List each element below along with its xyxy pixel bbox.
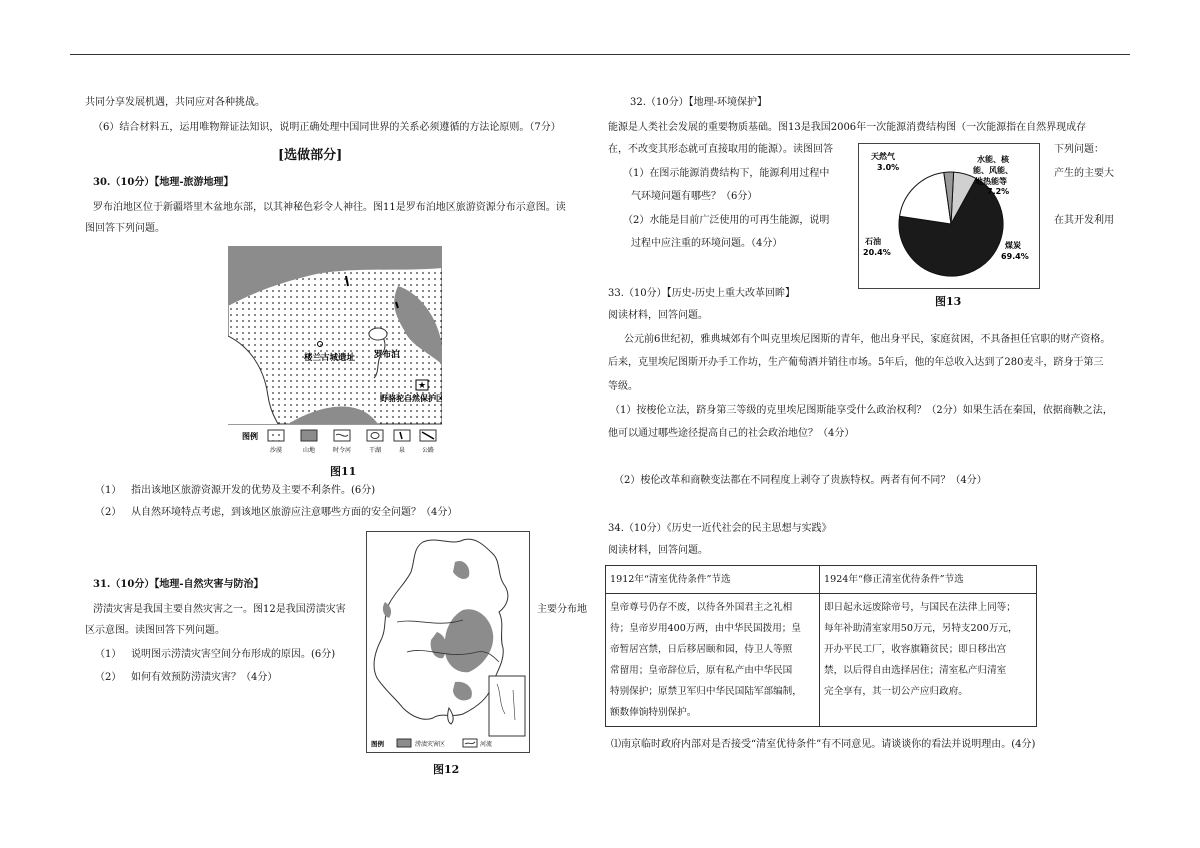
legend-item: 泉 bbox=[398, 447, 406, 454]
table-row bbox=[606, 594, 1037, 727]
q33-sub1: （1）按梭伦立法，跻身第三等级的克里埃尼图斯能享受什么政治权利？（2分）如果生活在秦国，依据商鞅之法， bbox=[610, 405, 1113, 416]
q33-read: 阅读材料，回答问题。 bbox=[608, 310, 708, 321]
pie-label-hydro: 水能、核 bbox=[977, 155, 1009, 164]
table-header: 1912年“清室优待条件”节选 bbox=[606, 566, 820, 594]
cell-line: 禁，以后得自由选择居住；清室私产归清室 bbox=[824, 665, 1007, 676]
q31-sub2-num: （2） bbox=[95, 672, 122, 683]
q32-s1c: 气环境问题有哪些？（6分） bbox=[631, 191, 758, 202]
table-cell bbox=[606, 594, 820, 727]
q34-sub1: ⑴南京临时政府内部对是否接受“清室优待条件”有不同意见。请谈谈你的看法并说明理由。(4分) bbox=[611, 739, 1036, 750]
q32-s1a: （1）在图示能源消费结构下，能源利用过程中 bbox=[623, 168, 830, 179]
label-reserve: 野骆驼自然保护区 bbox=[380, 394, 442, 403]
q30-intro: 罗布泊地区位于新疆塔里木盆地东部，以其神秘色彩令人神往。图11是罗布泊地区旅游资源分布示意图。读 bbox=[93, 202, 566, 213]
fig12-legend-river: 河流 bbox=[480, 741, 493, 748]
top-rule bbox=[70, 54, 1130, 55]
q31-sub1-num: （1） bbox=[95, 649, 122, 660]
table-header: 1924年“修正清室优待条件”节选 bbox=[820, 566, 1037, 594]
cell-line: 额数俸饷特别保护。 bbox=[610, 707, 697, 718]
q32-p2a: 在，不改变其形态就可直接取用的能源）。读图回答 bbox=[608, 144, 833, 155]
pie-label-oil: 石油 bbox=[865, 237, 881, 246]
q30-sub1: 指出该地区旅游资源开发的优势及主要不利条件。(6分) bbox=[131, 485, 376, 496]
q30-intro: 图回答下列问题。 bbox=[85, 223, 165, 234]
pie-label-coal: 煤炭 bbox=[1005, 241, 1021, 250]
pie-value-hydro: 7.2% bbox=[987, 187, 1010, 196]
cell-line: 帝暂居宫禁，日后移居颐和园，侍卫人等照 bbox=[610, 644, 793, 655]
q30-sub1-num: （1） bbox=[95, 485, 122, 496]
q31-intro: 主要分布地 bbox=[537, 604, 587, 615]
fig12-legend-flood: 涝渍灾害区 bbox=[415, 741, 446, 748]
cell-line: 开办平民工厂，收容旗籍贫民；即日移出宫 bbox=[824, 644, 1007, 655]
q32-s2a: （2）水能是目前广泛使用的可再生能源，说明 bbox=[623, 215, 830, 226]
pie-label-hydro: 地热能等 bbox=[975, 177, 1007, 186]
q32-p2b: 下列问题： bbox=[1054, 144, 1104, 155]
pie-value-oil: 20.4% bbox=[863, 248, 891, 257]
fig12-legend-title: 图例 bbox=[371, 740, 384, 748]
cell-line: 每年补助清室家用50万元，另特支200万元， bbox=[824, 623, 1018, 634]
legend-item: 干湖 bbox=[368, 447, 382, 454]
cell-line: 特别保护；原禁卫军归中华民国陆军部编制， bbox=[610, 686, 802, 697]
q32-s1b: 产生的主要大 bbox=[1054, 168, 1114, 179]
q32-s2b: 在其开发利用 bbox=[1054, 215, 1114, 226]
q31-intro: 涝渍灾害是我国主要自然灾害之一。图12是我国涝渍灾害 bbox=[93, 604, 346, 615]
comparison-table bbox=[605, 565, 1037, 727]
pie-value-gas: 3.0% bbox=[877, 163, 900, 172]
q33-material: 等级。 bbox=[608, 381, 638, 392]
q34-head: 34.（10分）《历史一近代社会的民主思想与实践》 bbox=[608, 523, 832, 534]
q31-sub2: 如何有效预防涝渍灾害？（4分） bbox=[131, 672, 278, 683]
legend-item: 公路 bbox=[421, 447, 435, 454]
pie-label-gas: 天然气 bbox=[871, 152, 895, 161]
cell-line: 即日起永远废除帝号，与国民在法律上同等； bbox=[824, 602, 1016, 613]
q34-read: 阅读材料，回答问题。 bbox=[608, 545, 708, 556]
china-flood-map bbox=[367, 532, 529, 752]
q32-head: 32.（10分）【地理-环境保护】 bbox=[630, 97, 768, 108]
text-line: （6）结合材料五，运用唯物辩证法知识，说明正确处理中国同世界的关系必须遵循的方法论原则。（7分） bbox=[93, 122, 561, 133]
text-line: 共同分享发展机遇，共同应对各种挑战。 bbox=[85, 97, 265, 108]
legend-title: 图例 bbox=[242, 431, 258, 441]
lop-nur-map bbox=[228, 246, 442, 458]
section-title: [选做部分] bbox=[278, 148, 343, 163]
q32-p1: 能源是人类社会发展的重要物质基础。图13是我国2006年一次能源消费结构图（一次能源指在自然界现成存 bbox=[608, 122, 1087, 133]
svg-text:★: ★ bbox=[417, 381, 427, 391]
figure-13-pie bbox=[858, 143, 1040, 289]
q30-sub2-num: （2） bbox=[95, 507, 122, 518]
q33-sub2: （2）梭伦改革和商鞅变法都在不同程度上剥夺了贵族特权。两者有何不同？（4分） bbox=[614, 475, 987, 486]
figure-11-caption: 图11 bbox=[330, 465, 357, 478]
cell-line: 常留用；皇帝辞位后，原有私产由中华民国 bbox=[610, 665, 793, 676]
legend-item: 沙漠 bbox=[269, 447, 283, 454]
cell-line: 皇帝尊号仍存不废，以待各外国君主之礼相 bbox=[610, 602, 793, 613]
q30-head: 30.（10分）【地理-旅游地理】 bbox=[93, 177, 234, 188]
label-lop-nur: 罗布泊 bbox=[374, 350, 400, 360]
table-row bbox=[606, 566, 1037, 594]
legend-item: 山地 bbox=[302, 447, 316, 454]
q32-s2c: 过程中应注重的环境问题。（4分） bbox=[631, 238, 783, 249]
q31-intro: 区示意图。读图回答下列问题。 bbox=[85, 625, 225, 636]
q33-sub1: 他可以通过哪些途径提高自己的社会政治地位？（4分） bbox=[608, 428, 855, 439]
energy-pie-chart bbox=[859, 144, 1039, 288]
figure-12-map bbox=[366, 531, 530, 753]
q31-head: 31.（10分）【地理-自然灾害与防治】 bbox=[93, 579, 264, 590]
q33-material: 后来，克里埃尼图斯开办手工作坊，生产葡萄酒并销往市场。5年后，他的年总收入达到了280麦斗，跻身于第三 bbox=[608, 357, 1104, 368]
q33-head: 33.（10分）【历史-历史上重大改革回眸】 bbox=[608, 288, 796, 299]
q33-material: 公元前6世纪初，雅典城郊有个叫克里埃尼图斯的青年，他出身平民，家庭贫困，不具备担任官职的财产资格。 bbox=[624, 334, 1111, 345]
figure-12-caption: 图12 bbox=[433, 763, 460, 776]
cell-line: 待；皇帝岁用400万两，由中华民国拨用；皇 bbox=[610, 623, 801, 634]
table-cell bbox=[820, 594, 1037, 727]
cell-line: 完全享有，其一切公产应归政府。 bbox=[824, 686, 968, 697]
legend-item: 时令河 bbox=[332, 447, 352, 454]
q30-sub2: 从自然环境特点考虑，到该地区旅游应注意哪些方面的安全问题？（4分） bbox=[131, 507, 458, 518]
figure-13-caption: 图13 bbox=[935, 295, 962, 308]
pie-value-coal: 69.4% bbox=[1001, 252, 1029, 261]
q31-sub1: 说明图示涝渍灾害空间分布形成的原因。(6分) bbox=[131, 649, 336, 660]
pie-slice bbox=[900, 172, 951, 224]
pie-label-hydro: 能、风能、 bbox=[973, 166, 1013, 175]
figure-11-map bbox=[228, 246, 442, 458]
label-loulan: 楼兰古城遗址 bbox=[304, 353, 356, 363]
